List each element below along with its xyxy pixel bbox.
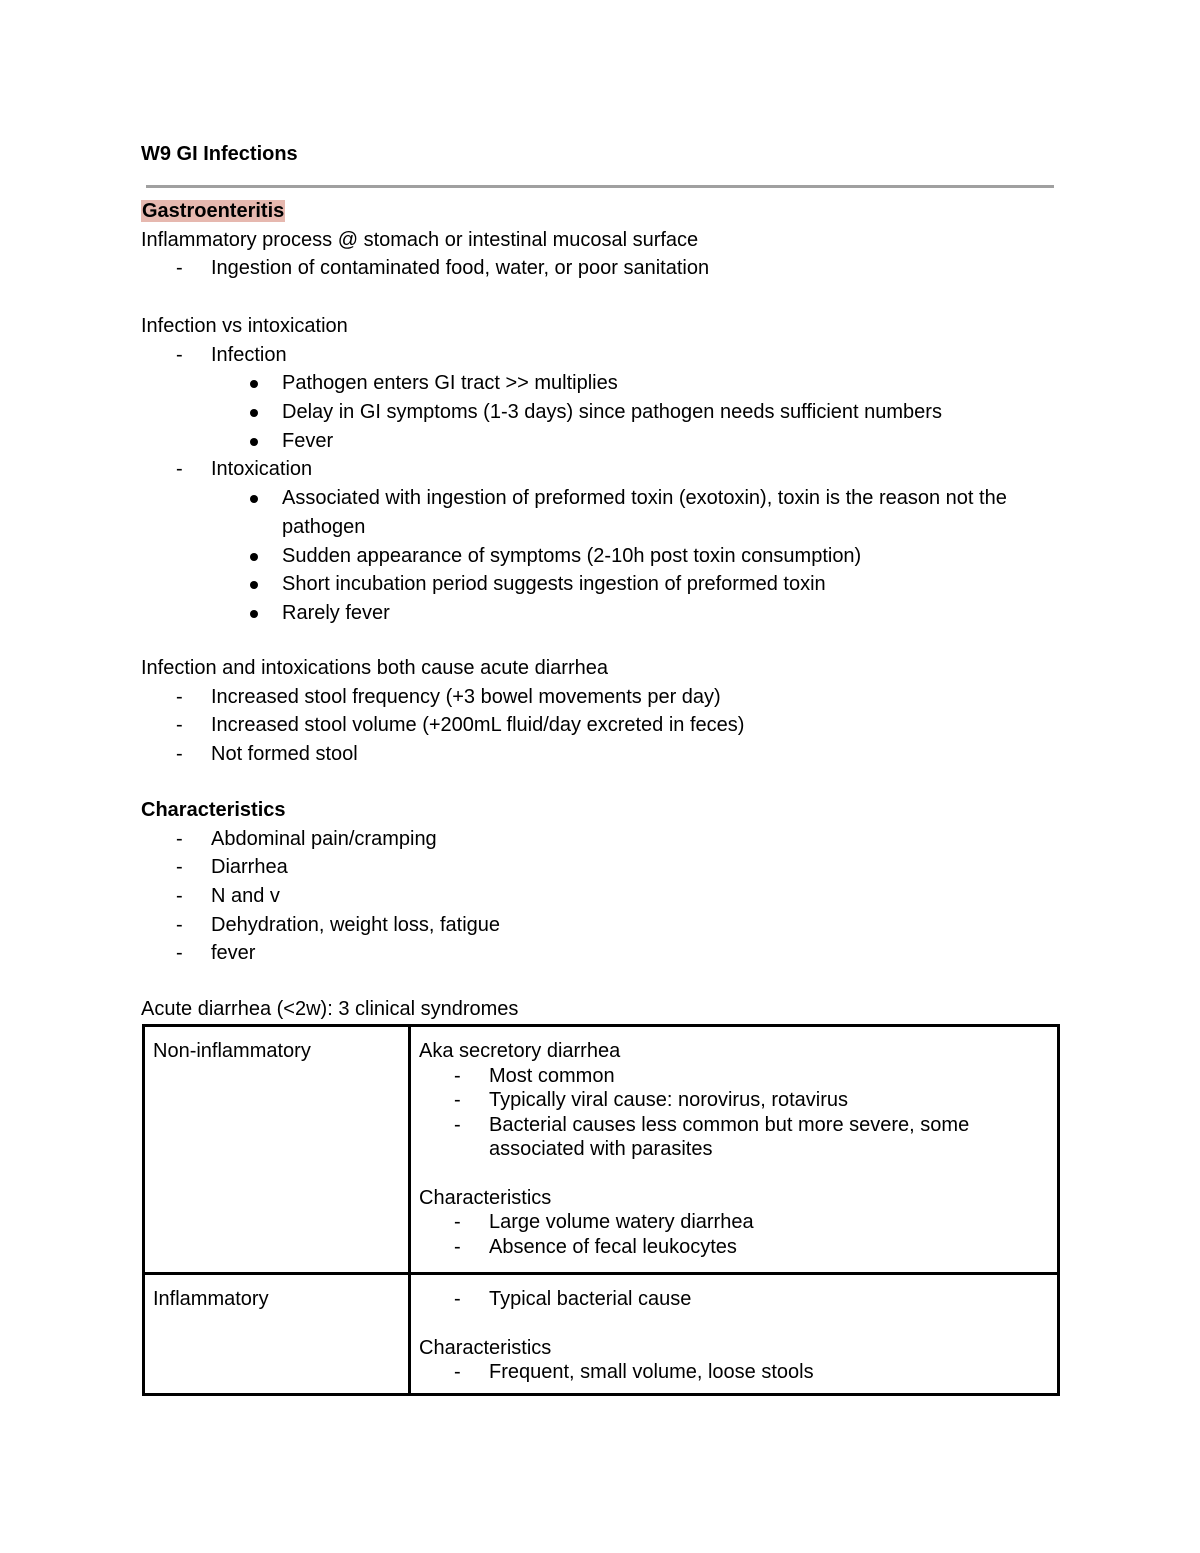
bullet-item: Delay in GI symptoms (1-3 days) since pathogen needs sufficient numbers xyxy=(141,398,1071,427)
bullet-item: Fever xyxy=(141,427,1071,456)
acute-diarrhea-section xyxy=(141,654,1071,769)
list-item: - Typically viral cause: norovirus, rotavirus xyxy=(454,1089,849,1111)
list-item: - Increased stool frequency (+3 bowel movements per day) xyxy=(176,685,721,708)
section-heading: Characteristics xyxy=(141,799,286,821)
list-item: - Absence of fecal leukocytes xyxy=(454,1235,737,1258)
table-row xyxy=(144,1274,1059,1395)
list-item: - Typical bacterial cause xyxy=(454,1288,692,1310)
bullet-item: Short incubation period suggests ingestion of preformed toxin xyxy=(141,570,1071,599)
list-item: - Increased stool volume (+200mL fluid/day excreted in feces) xyxy=(176,714,745,737)
list-item: - Abdominal pain/cramping xyxy=(176,827,437,850)
section-heading: Acute diarrhea (<2w): 3 clinical syndromes xyxy=(141,998,519,1020)
characteristics-section xyxy=(141,796,1071,968)
list-item: - Intoxication xyxy=(176,458,313,481)
gastroenteritis-intro: Inflammatory process @ stomach or intestinal mucosal surface xyxy=(141,228,699,251)
list-item: - Ingestion of contaminated food, water, or poor sanitation xyxy=(176,257,710,280)
table-cell: Aka secretory diarrhea - Most common - Typically viral cause: norovirus, rotavirus - Bacterial causes less common but more severe, some associated with parasites Characteristics - Large volume watery diarrhea - Absence of fecal leukocytes xyxy=(410,1026,1059,1274)
table-cell: Non-inflammatory xyxy=(144,1026,410,1274)
section-heading: Infection vs intoxication xyxy=(141,315,348,337)
list-item: - Bacterial causes less common but more severe, some associated with parasites xyxy=(454,1113,970,1160)
table-row xyxy=(144,1026,1059,1274)
list-item: - N and v xyxy=(176,885,280,908)
bullet-item: Rarely fever xyxy=(141,599,1071,628)
bullet-item: Pathogen enters GI tract >> multiplies xyxy=(141,369,1071,398)
document-title: W9 GI Infections xyxy=(141,143,298,165)
horizontal-rule xyxy=(146,185,1054,188)
list-item: - fever xyxy=(176,942,256,965)
bullet-item: Associated with ingestion of preformed toxin (exotoxin), toxin is the reason not the pathogen xyxy=(141,484,1072,541)
infection-vs-intoxication-section xyxy=(141,312,1071,628)
bullet-item: Sudden appearance of symptoms (2-10h post toxin consumption) xyxy=(141,542,1071,571)
syndromes-section xyxy=(141,995,1071,1024)
gastroenteritis-section xyxy=(141,197,1071,283)
list-item: - Not formed stool xyxy=(176,743,358,766)
syndromes-table xyxy=(142,1024,1060,1396)
table-cell: - Typical bacterial cause Characteristics - Frequent, small volume, loose stools xyxy=(410,1274,1059,1395)
list-item: - Diarrhea xyxy=(176,856,288,879)
gastroenteritis-heading: Gastroenteritis xyxy=(142,200,285,222)
list-item: - Large volume watery diarrhea xyxy=(454,1211,754,1233)
list-item: - Infection xyxy=(176,343,287,366)
list-item: - Dehydration, weight loss, fatigue xyxy=(176,913,501,936)
list-item: - Most common xyxy=(454,1064,615,1087)
section-heading: Infection and intoxications both cause acute diarrhea xyxy=(141,657,608,679)
list-item: - Frequent, small volume, loose stools xyxy=(454,1361,814,1383)
table-cell: Inflammatory xyxy=(144,1274,410,1395)
